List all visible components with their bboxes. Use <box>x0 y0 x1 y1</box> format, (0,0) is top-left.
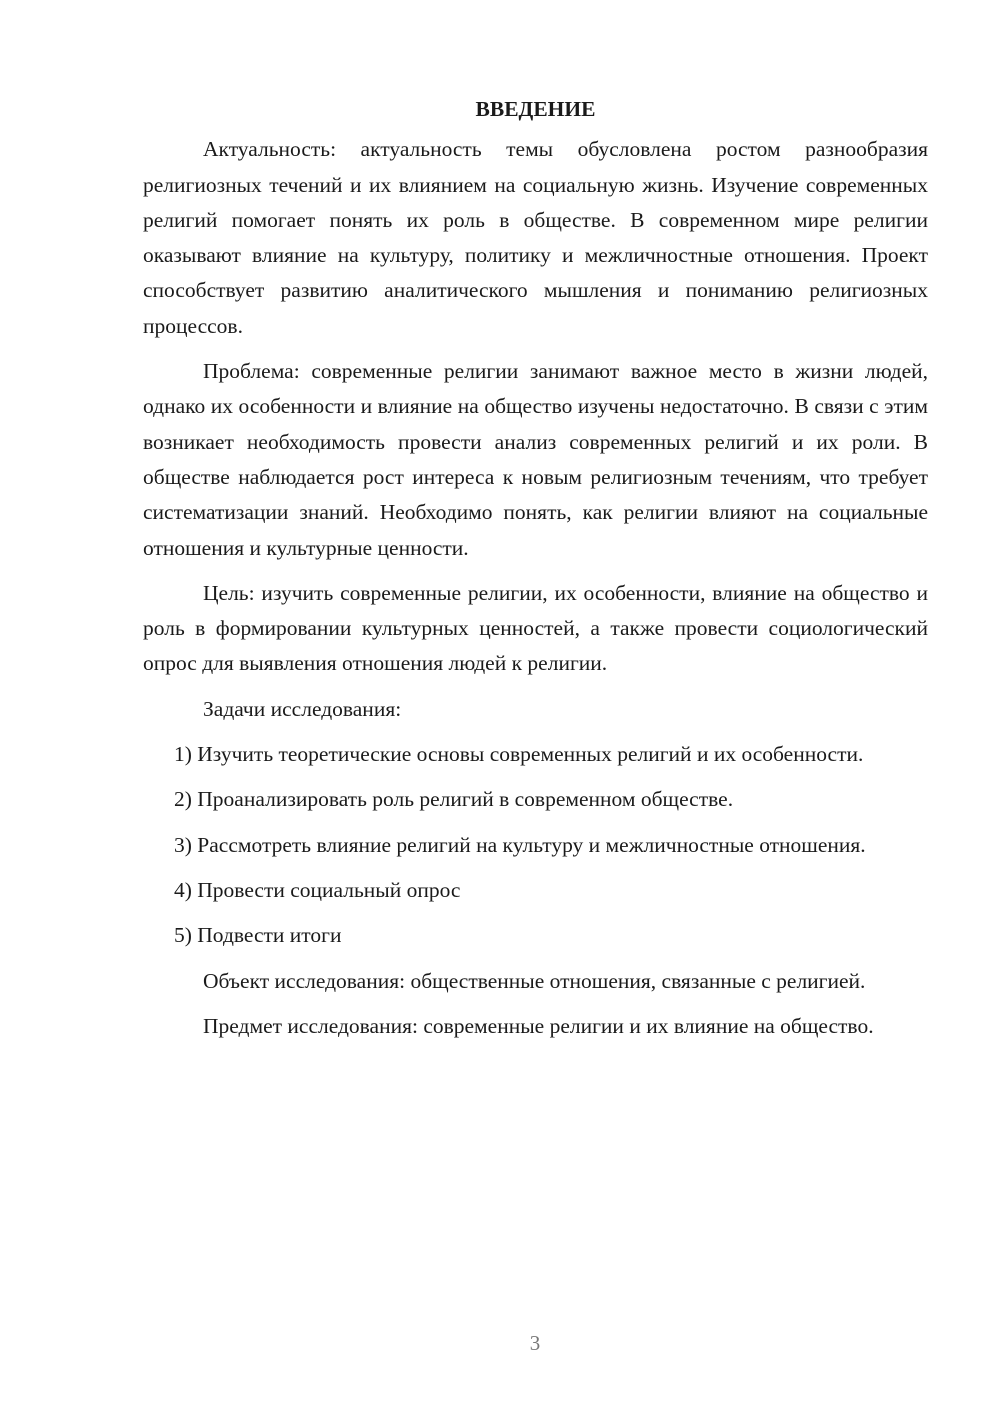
tasks-heading: Задачи исследования: <box>203 696 402 721</box>
object-paragraph: Объект исследования: общественные отношения, связанные с религией. <box>203 968 866 993</box>
subject-paragraph: Предмет исследования: современные религии и их влияние на общество. <box>203 1013 874 1038</box>
relevance-paragraph: Актуальность: актуальность темы обусловлена ростом разнообразия религиозных течений и их влиянием на социальную жизнь. Изучение современных религий помогает понять их роль в обществе. В современном мире религии оказывают влияние на культуру, политику и межличностные отношения. Проект способствует развитию аналитического мышления и пониманию религиозных процессов. <box>143 137 928 338</box>
goal-paragraph: Цель: изучить современные религии, их особенности, влияние на общество и роль в формировании культурных ценностей, а также провести социологический опрос для выявления отношения людей к религии. <box>143 580 928 676</box>
task-item-4: 4) Провести социальный опрос <box>174 877 461 902</box>
page-title: ВВЕДЕНИЕ <box>475 97 596 121</box>
task-item-3: 3) Рассмотреть влияние религий на культуру и межличностные отношения. <box>174 832 866 857</box>
page-number: 3 <box>529 1331 541 1355</box>
task-item-1: 1) Изучить теоретические основы современных религий и их особенности. <box>174 742 864 767</box>
task-item-5: 5) Подвести итоги <box>174 923 342 948</box>
problem-paragraph: Проблема: современные религии занимают важное место в жизни людей, однако их особенности и влияние на общество изучены недостаточно. В связи с этим возникает необходимость провести анализ современных религий и их роли. В обществе наблюдается рост интереса к новым религиозным течениям, что требует систематизации знаний. Необходимо понять, как религии влияют на социальные отношения и культурные ценности. <box>143 359 928 560</box>
page-content <box>143 92 928 1054</box>
task-item-2: 2) Проанализировать роль религий в современном обществе. <box>174 787 734 812</box>
